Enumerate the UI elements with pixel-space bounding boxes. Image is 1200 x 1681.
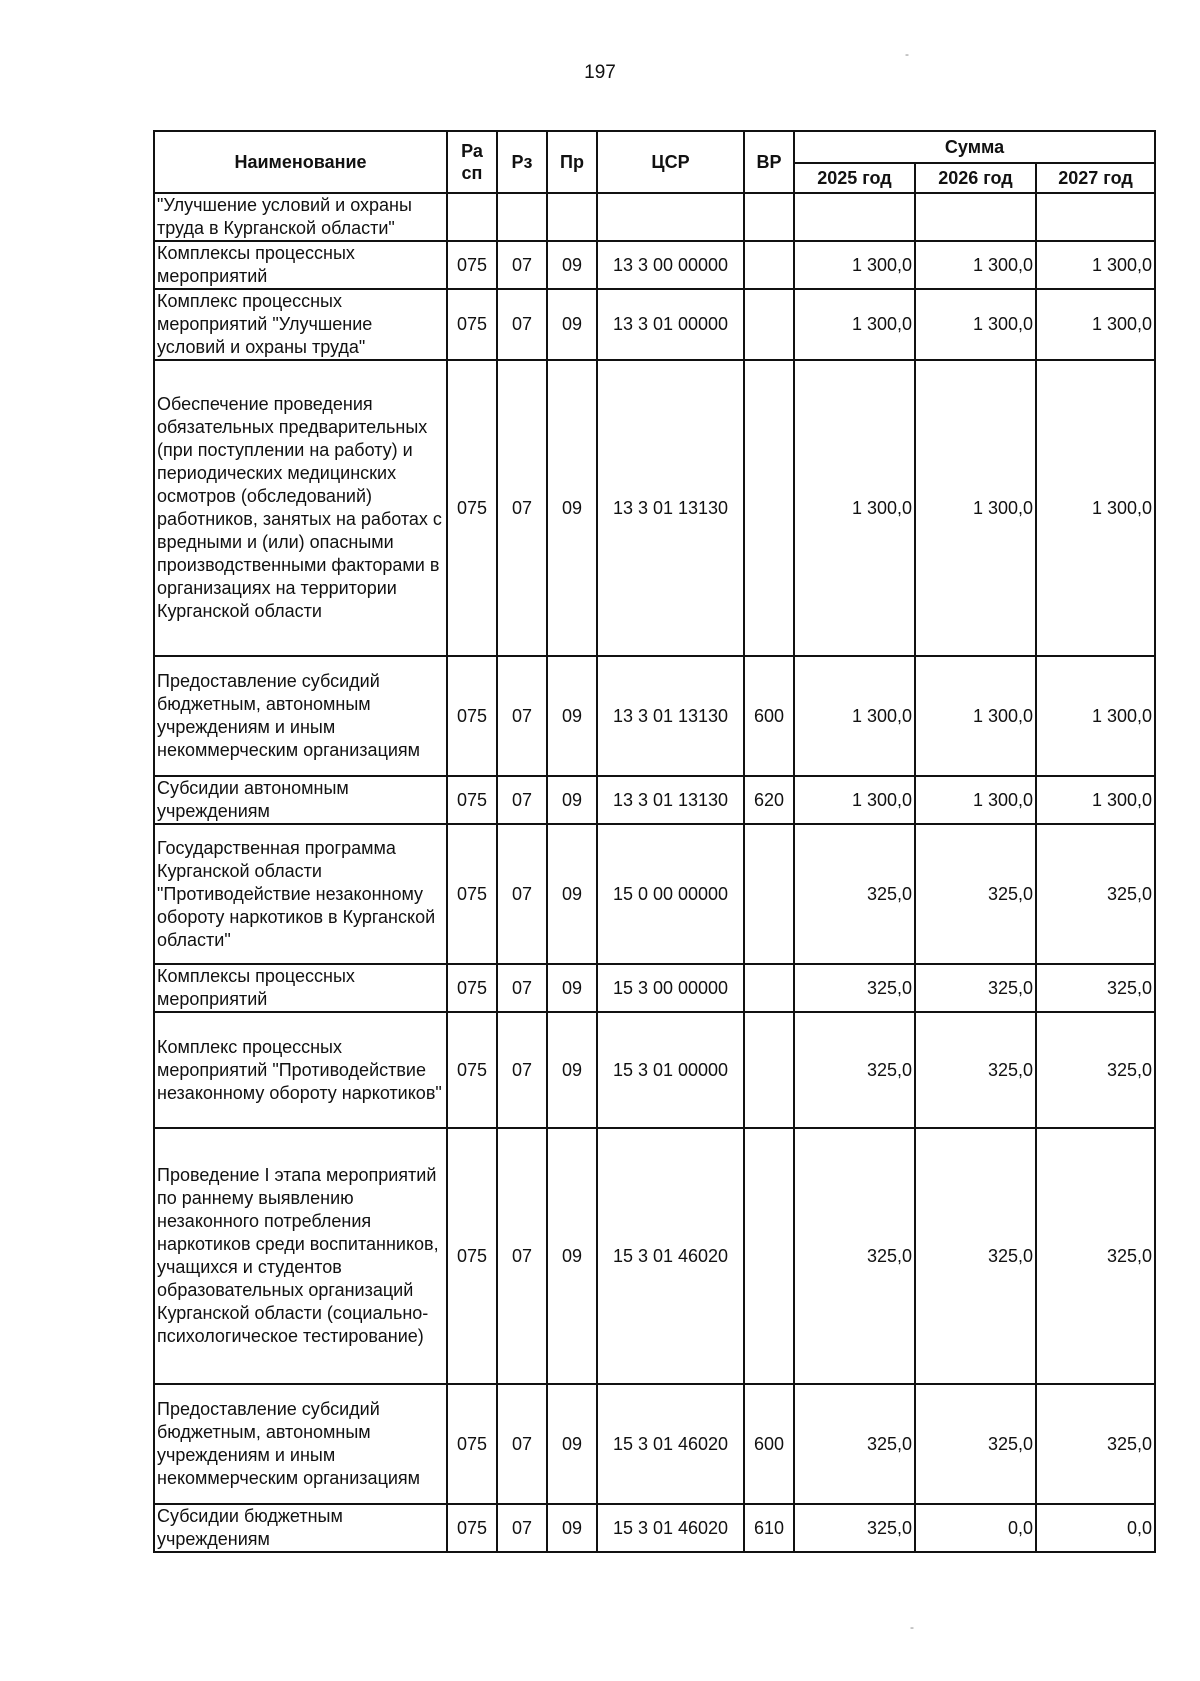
cell-pr [547, 193, 597, 241]
cell-2026 [915, 193, 1036, 241]
cell-rz: 07 [497, 1384, 547, 1504]
cell-rz: 07 [497, 241, 547, 289]
cell-name: Комплексы процессных мероприятий [154, 964, 447, 1012]
cell-2027: 1 300,0 [1036, 241, 1155, 289]
table-row [154, 1504, 1155, 1552]
cell-csr: 15 3 01 46020 [597, 1504, 744, 1552]
cell-vr [744, 824, 794, 964]
cell-2026: 1 300,0 [915, 289, 1036, 360]
cell-vr [744, 289, 794, 360]
cell-2025: 1 300,0 [794, 241, 915, 289]
cell-rasp: 075 [447, 776, 497, 824]
cell-csr: 15 3 01 46020 [597, 1384, 744, 1504]
cell-pr: 09 [547, 656, 597, 776]
table-body [154, 193, 1155, 1552]
cell-2027: 325,0 [1036, 1384, 1155, 1504]
cell-2027: 0,0 [1036, 1504, 1155, 1552]
cell-2025: 1 300,0 [794, 360, 915, 656]
cell-2027: 1 300,0 [1036, 360, 1155, 656]
cell-2027: 1 300,0 [1036, 776, 1155, 824]
cell-2026: 325,0 [915, 964, 1036, 1012]
cell-csr: 13 3 01 13130 [597, 776, 744, 824]
cell-2027: 325,0 [1036, 1012, 1155, 1128]
cell-csr: 15 0 00 00000 [597, 824, 744, 964]
cell-csr [597, 193, 744, 241]
cell-2025 [794, 193, 915, 241]
cell-pr: 09 [547, 824, 597, 964]
cell-2025: 1 300,0 [794, 656, 915, 776]
cell-2025: 325,0 [794, 1012, 915, 1128]
table-row [154, 193, 1155, 241]
cell-rasp: 075 [447, 824, 497, 964]
cell-rasp: 075 [447, 1384, 497, 1504]
cell-rasp [447, 193, 497, 241]
cell-pr: 09 [547, 360, 597, 656]
header-vr: ВР [744, 131, 794, 193]
cell-csr: 13 3 01 13130 [597, 656, 744, 776]
table-row [154, 656, 1155, 776]
header-year-2025: 2025 год [794, 163, 915, 193]
cell-2026: 325,0 [915, 1128, 1036, 1384]
cell-vr [744, 241, 794, 289]
page-number: 197 [584, 62, 616, 83]
cell-2026: 325,0 [915, 824, 1036, 964]
header-name: Наименование [154, 131, 447, 193]
cell-2026: 0,0 [915, 1504, 1036, 1552]
cell-rz: 07 [497, 964, 547, 1012]
cell-csr: 15 3 01 46020 [597, 1128, 744, 1384]
table-row [154, 964, 1155, 1012]
cell-vr [744, 360, 794, 656]
cell-2026: 325,0 [915, 1384, 1036, 1504]
cell-rasp: 075 [447, 1128, 497, 1384]
cell-name: Предоставление субсидий бюджетным, автономным учреждениям и иным некоммерческим организациям [154, 1384, 447, 1504]
cell-csr: 13 3 00 00000 [597, 241, 744, 289]
cell-rasp: 075 [447, 1012, 497, 1128]
cell-2027: 1 300,0 [1036, 289, 1155, 360]
cell-vr: 610 [744, 1504, 794, 1552]
cell-rz [497, 193, 547, 241]
cell-2026: 1 300,0 [915, 360, 1036, 656]
cell-name: "Улучшение условий и охраны труда в Курганской области" [154, 193, 447, 241]
cell-csr: 15 3 01 00000 [597, 1012, 744, 1128]
header-year-2026: 2026 год [915, 163, 1036, 193]
table-row [154, 289, 1155, 360]
header-csr: ЦСР [597, 131, 744, 193]
cell-2026: 325,0 [915, 1012, 1036, 1128]
table-row [154, 241, 1155, 289]
cell-name: Государственная программа Курганской области "Противодействие незаконному обороту наркотиков в Курганской области" [154, 824, 447, 964]
cell-pr: 09 [547, 1504, 597, 1552]
cell-rasp: 075 [447, 360, 497, 656]
table-row [154, 776, 1155, 824]
cell-csr: 15 3 00 00000 [597, 964, 744, 1012]
header-rasp: Ра сп [447, 131, 497, 193]
cell-rz: 07 [497, 1504, 547, 1552]
cell-name: Обеспечение проведения обязательных предварительных (при поступлении на работу) и периодических медицинских осмотров (обследований) работников, занятых на работах с вредными и (или) опасными производственными факторами в организациях на территории Курганской области [154, 360, 447, 656]
cell-2025: 1 300,0 [794, 776, 915, 824]
header-pr: Пр [547, 131, 597, 193]
cell-rz: 07 [497, 1012, 547, 1128]
cell-2025: 325,0 [794, 824, 915, 964]
cell-rz: 07 [497, 1128, 547, 1384]
cell-name: Проведение I этапа мероприятий по раннему выявлению незаконного потребления наркотиков среди воспитанников, учащихся и студентов образовательных организаций Курганской области (социально-психологическое тестирование) [154, 1128, 447, 1384]
table-row [154, 824, 1155, 964]
cell-2027: 325,0 [1036, 964, 1155, 1012]
cell-2025: 1 300,0 [794, 289, 915, 360]
cell-2027 [1036, 193, 1155, 241]
cell-vr: 620 [744, 776, 794, 824]
header-year-2027: 2027 год [1036, 163, 1155, 193]
cell-name: Комплекс процессных мероприятий "Противодействие незаконному обороту наркотиков" [154, 1012, 447, 1128]
cell-rasp: 075 [447, 289, 497, 360]
cell-2025: 325,0 [794, 964, 915, 1012]
cell-2027: 325,0 [1036, 1128, 1155, 1384]
cell-rasp: 075 [447, 964, 497, 1012]
cell-vr [744, 1128, 794, 1384]
cell-name: Комплексы процессных мероприятий [154, 241, 447, 289]
cell-2025: 325,0 [794, 1128, 915, 1384]
cell-2027: 325,0 [1036, 824, 1155, 964]
table-row [154, 1012, 1155, 1128]
table-row [154, 360, 1155, 656]
cell-2027: 1 300,0 [1036, 656, 1155, 776]
cell-rz: 07 [497, 289, 547, 360]
cell-pr: 09 [547, 241, 597, 289]
header-sum: Сумма [794, 131, 1155, 163]
scan-speck: - [905, 47, 909, 61]
cell-pr: 09 [547, 1128, 597, 1384]
table-row [154, 1384, 1155, 1504]
cell-rasp: 075 [447, 656, 497, 776]
cell-2026: 1 300,0 [915, 656, 1036, 776]
table-row [154, 1128, 1155, 1384]
cell-name: Субсидии бюджетным учреждениям [154, 1504, 447, 1552]
cell-vr: 600 [744, 1384, 794, 1504]
cell-rasp: 075 [447, 241, 497, 289]
cell-rz: 07 [497, 360, 547, 656]
cell-2025: 325,0 [794, 1384, 915, 1504]
cell-pr: 09 [547, 1384, 597, 1504]
cell-2025: 325,0 [794, 1504, 915, 1552]
cell-rz: 07 [497, 824, 547, 964]
cell-name: Субсидии автономным учреждениям [154, 776, 447, 824]
cell-rz: 07 [497, 656, 547, 776]
cell-rz: 07 [497, 776, 547, 824]
cell-name: Предоставление субсидий бюджетным, автономным учреждениям и иным некоммерческим организациям [154, 656, 447, 776]
cell-vr: 600 [744, 656, 794, 776]
header-rz: Рз [497, 131, 547, 193]
cell-pr: 09 [547, 1012, 597, 1128]
cell-vr [744, 1012, 794, 1128]
scan-speck: - [910, 1620, 914, 1634]
cell-csr: 13 3 01 13130 [597, 360, 744, 656]
cell-2026: 1 300,0 [915, 776, 1036, 824]
cell-pr: 09 [547, 964, 597, 1012]
budget-table [153, 130, 1156, 1553]
cell-csr: 13 3 01 00000 [597, 289, 744, 360]
header-row-top [154, 131, 1155, 163]
cell-pr: 09 [547, 289, 597, 360]
cell-vr [744, 964, 794, 1012]
cell-pr: 09 [547, 776, 597, 824]
cell-name: Комплекс процессных мероприятий "Улучшение условий и охраны труда" [154, 289, 447, 360]
cell-2026: 1 300,0 [915, 241, 1036, 289]
cell-rasp: 075 [447, 1504, 497, 1552]
cell-vr [744, 193, 794, 241]
